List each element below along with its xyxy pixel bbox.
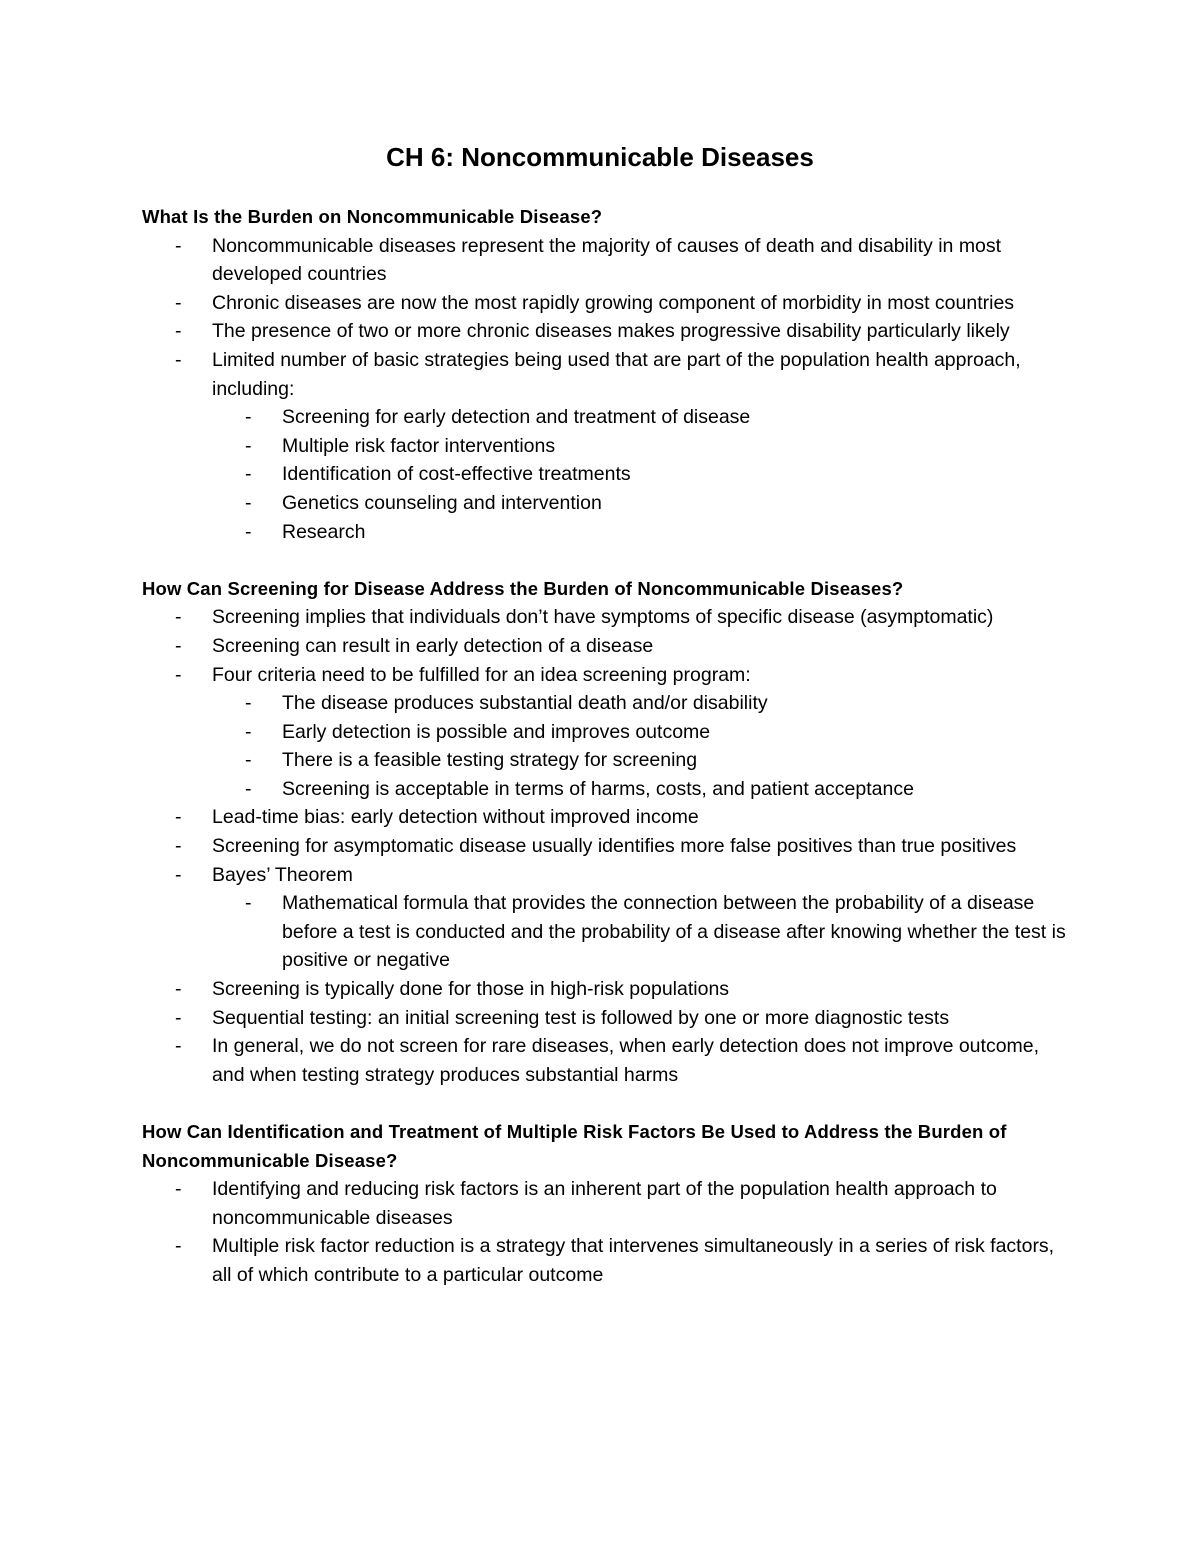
bullet-dash: -: [175, 634, 182, 657]
sub-list-item-text: Mathematical formula that provides the connection between the probability of a disease before a test is conducted and the probability of a disease after knowing whether the test is positive or negative: [282, 892, 1066, 972]
list-item-text: Lead-time bias: early detection without improved income: [212, 806, 699, 829]
bullet-dash: -: [245, 892, 252, 915]
sub-list-item: [212, 689, 1072, 718]
bullet-list: [142, 232, 1072, 547]
list-item: [142, 1004, 1072, 1033]
list-item-text: Screening can result in early detection of a disease: [212, 634, 654, 657]
bullet-dash: -: [245, 720, 252, 743]
bullet-list: [142, 1175, 1072, 1289]
bullet-dash: -: [175, 1178, 182, 1201]
list-item-text: Multiple risk factor reduction is a strategy that intervenes simultaneously in a series of risk factors, all of which contribute to a particular outcome: [212, 1235, 1055, 1286]
bullet-dash: -: [245, 777, 252, 800]
sub-list-item-text: Screening is acceptable in terms of harms, costs, and patient acceptance: [282, 777, 914, 800]
list-item: [142, 1032, 1072, 1089]
bullet-dash: -: [175, 663, 182, 686]
list-item: [142, 603, 1072, 632]
sub-list-item: [212, 775, 1072, 804]
list-item: [142, 632, 1072, 661]
bullet-dash: -: [175, 348, 182, 371]
list-item-text: Screening implies that individuals don’t have symptoms of specific disease (asymptomatic): [212, 606, 994, 629]
sub-list-item-text: Research: [282, 520, 366, 543]
section-heading: What Is the Burden on Noncommunicable Disease?: [142, 206, 603, 227]
bullet-dash: -: [175, 291, 182, 314]
list-item: [142, 861, 1072, 975]
sub-bullet-list: [142, 403, 1072, 546]
section-2: [142, 575, 1072, 1090]
list-item: [142, 1175, 1072, 1232]
list-item-text: Screening is typically done for those in high-risk populations: [212, 978, 730, 1001]
sub-list-item-text: Identification of cost-effective treatments: [282, 463, 631, 486]
bullet-dash: -: [175, 234, 182, 257]
sub-list-item: [212, 460, 1072, 489]
list-item-text: Screening for asymptomatic disease usually identifies more false positives than true positives: [212, 835, 1017, 858]
sub-list-item: [212, 746, 1072, 775]
list-item: [142, 289, 1072, 318]
sub-list-item-text: There is a feasible testing strategy for screening: [282, 749, 698, 772]
bullet-dash: -: [245, 434, 252, 457]
sub-list-item: [212, 432, 1072, 461]
bullet-dash: -: [245, 463, 252, 486]
sub-list-item-text: Genetics counseling and intervention: [282, 491, 602, 514]
list-item-text: Sequential testing: an initial screening test is followed by one or more diagnostic tests: [212, 1006, 950, 1029]
section-heading: How Can Identification and Treatment of Multiple Risk Factors Be Used to Address the Burden of Noncommunicable Disease?: [142, 1121, 1007, 1171]
list-item: [142, 661, 1072, 804]
list-item-text: The presence of two or more chronic diseases makes progressive disability particularly likely: [212, 320, 1010, 343]
list-item: [142, 1232, 1072, 1289]
list-item-text: Noncommunicable diseases represent the majority of causes of death and disability in most developed countries: [212, 234, 1002, 286]
bullet-dash: -: [175, 978, 182, 1001]
list-item: [142, 975, 1072, 1004]
bullet-dash: -: [245, 491, 252, 514]
bullet-dash: -: [175, 1006, 182, 1029]
bullet-dash: -: [245, 406, 252, 429]
bullet-dash: -: [245, 520, 252, 543]
list-item: [142, 803, 1072, 832]
list-item-text: Four criteria need to be fulfilled for an idea screening program:: [212, 663, 751, 686]
list-item-text: Bayes’ Theorem: [212, 863, 353, 886]
section-1: [142, 203, 1072, 546]
bullet-dash: -: [245, 749, 252, 772]
bullet-dash: -: [175, 606, 182, 629]
sub-list-item: [212, 518, 1072, 547]
bullet-dash: -: [175, 1035, 182, 1058]
list-item: [142, 346, 1072, 546]
bullet-dash: -: [175, 320, 182, 343]
list-item-text: In general, we do not screen for rare diseases, when early detection does not improve outcome, and when testing strategy produces substantial harms: [212, 1035, 1040, 1086]
document-body: [142, 203, 1072, 1290]
sub-bullet-list: [142, 689, 1072, 803]
page-title: CH 6: Noncommunicable Diseases: [386, 142, 814, 172]
sub-bullet-list: [142, 889, 1072, 975]
sub-list-item: [212, 889, 1072, 975]
sub-list-item-text: Screening for early detection and treatment of disease: [282, 406, 751, 429]
list-item: [142, 232, 1072, 289]
sub-list-item: [212, 403, 1072, 432]
sub-list-item-text: The disease produces substantial death and/or disability: [282, 692, 768, 715]
section-3: [142, 1118, 1072, 1290]
bullet-dash: -: [175, 835, 182, 858]
bullet-list: [142, 603, 1072, 1089]
bullet-dash: -: [245, 692, 252, 715]
list-item-text: Identifying and reducing risk factors is an inherent part of the population health approach to noncommunicable diseases: [212, 1178, 997, 1229]
list-item-text: Limited number of basic strategies being used that are part of the population health approach, including:: [212, 348, 1021, 400]
list-item: [142, 317, 1072, 346]
sub-list-item: [212, 489, 1072, 518]
list-item: [142, 832, 1072, 861]
sub-list-item-text: Early detection is possible and improves outcome: [282, 720, 711, 743]
list-item-text: Chronic diseases are now the most rapidly growing component of morbidity in most countries: [212, 291, 1015, 314]
sub-list-item-text: Multiple risk factor interventions: [282, 434, 556, 457]
bullet-dash: -: [175, 1235, 182, 1258]
sub-list-item: [212, 718, 1072, 747]
bullet-dash: -: [175, 863, 182, 886]
bullet-dash: -: [175, 806, 182, 829]
section-heading: How Can Screening for Disease Address the Burden of Noncommunicable Diseases?: [142, 577, 904, 599]
